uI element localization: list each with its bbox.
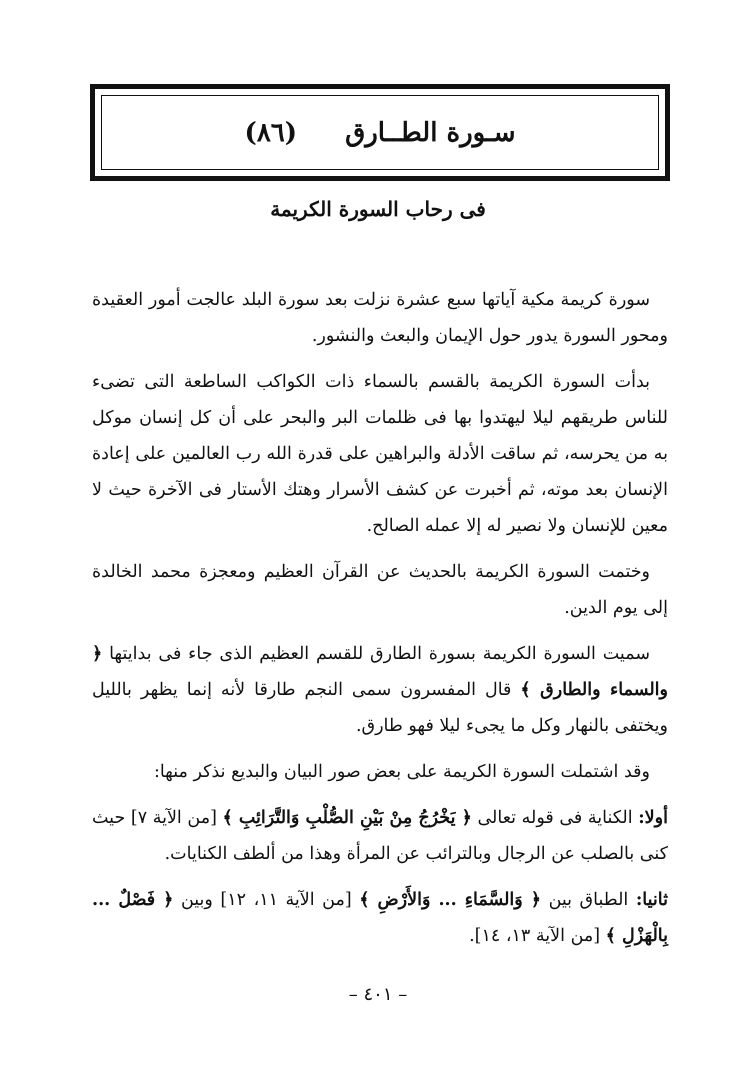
point-label: أولا: (638, 808, 668, 828)
naming-text-a: سميت السورة الكريمة بسورة الطارق للقسم العظيم الذى جاء فى بدايتها (109, 644, 650, 664)
first-point-text-a: الكناية فى قوله تعالى (477, 808, 633, 828)
second-point-text-b: [من الآية ١١، ١٢] وبين (180, 890, 352, 910)
paragraph-first-point (92, 800, 668, 872)
surah-header-frame (90, 84, 670, 181)
surah-header-inner (101, 95, 659, 170)
surah-title: سـورة الطــارق (345, 117, 516, 148)
paragraph-naming (92, 636, 668, 744)
section-title: فى رحاب السورة الكريمة (270, 197, 486, 221)
page-number: – ٤٠١ – (348, 984, 408, 1005)
paragraph-intro: سورة كريمة مكية آياتها سبع عشرة نزلت بعد سورة البلد عالجت أمور العقيدة ومحور السورة يدور حول الإيمان والبعث والنشور. (92, 290, 668, 346)
second-point-text-a: الطباق بين (548, 890, 629, 910)
surah-number: (٨٦) (244, 117, 298, 148)
quran-quote: ﴿ فَصْلٌ ... بِالْهَزْلِ ﴾ (92, 890, 668, 946)
paragraph-opening: بدأت السورة الكريمة بالقسم بالسماء ذات الكواكب الساطعة التى تضىء للناس طريقهم ليلا ليهتدوا بها فى ظلمات البر والبحر على أن كل إنسان موكل به من يحرسه، ثم ساقت الأدلة والبراهين على قدرة الله رب العالمين على إعادة الإنسان بعد موته، ثم أخبرت عن كشف الأسرار وهتك الأستار فى الآخرة حيث لا معين للإنسان ولا نصير له إلا عمله الصالح. (92, 372, 668, 536)
paragraph-second-point (92, 882, 668, 954)
point-label: ثانيا: (635, 890, 668, 910)
quran-quote: ﴿ والسماء والطارق ﴾ (92, 644, 668, 700)
paragraph-rhetoric-intro: وقد اشتملت السورة الكريمة على بعض صور البيان والبديع نذكر منها: (153, 762, 650, 782)
naming-text-b: قال المفسرون سمى النجم طارقا لأنه إنما يظهر بالليل ويختفى بالنهار وكل ما يجىء ليلا فهو طارق. (92, 680, 668, 736)
paragraph-closing: وختمت السورة الكريمة بالحديث عن القرآن العظيم ومعجزة محمد الخالدة إلى يوم الدين. (92, 562, 668, 618)
first-point-text-b: [من الآية ٧] حيث كنى بالصلب عن الرجال وبالترائب عن المرأة وهذا من ألطف الكنايات. (92, 808, 668, 864)
quran-quote: ﴿ يَخْرُجُ مِنْ بَيْنِ الصُّلْبِ وَالتَّرَائِبِ ﴾ (222, 808, 472, 828)
body-text (92, 282, 668, 964)
quran-quote: ﴿ وَالسَّمَاءِ ... وَالأَرْضِ ﴾ (359, 890, 542, 910)
second-point-text-c: [من الآية ١٣، ١٤]. (469, 926, 601, 946)
